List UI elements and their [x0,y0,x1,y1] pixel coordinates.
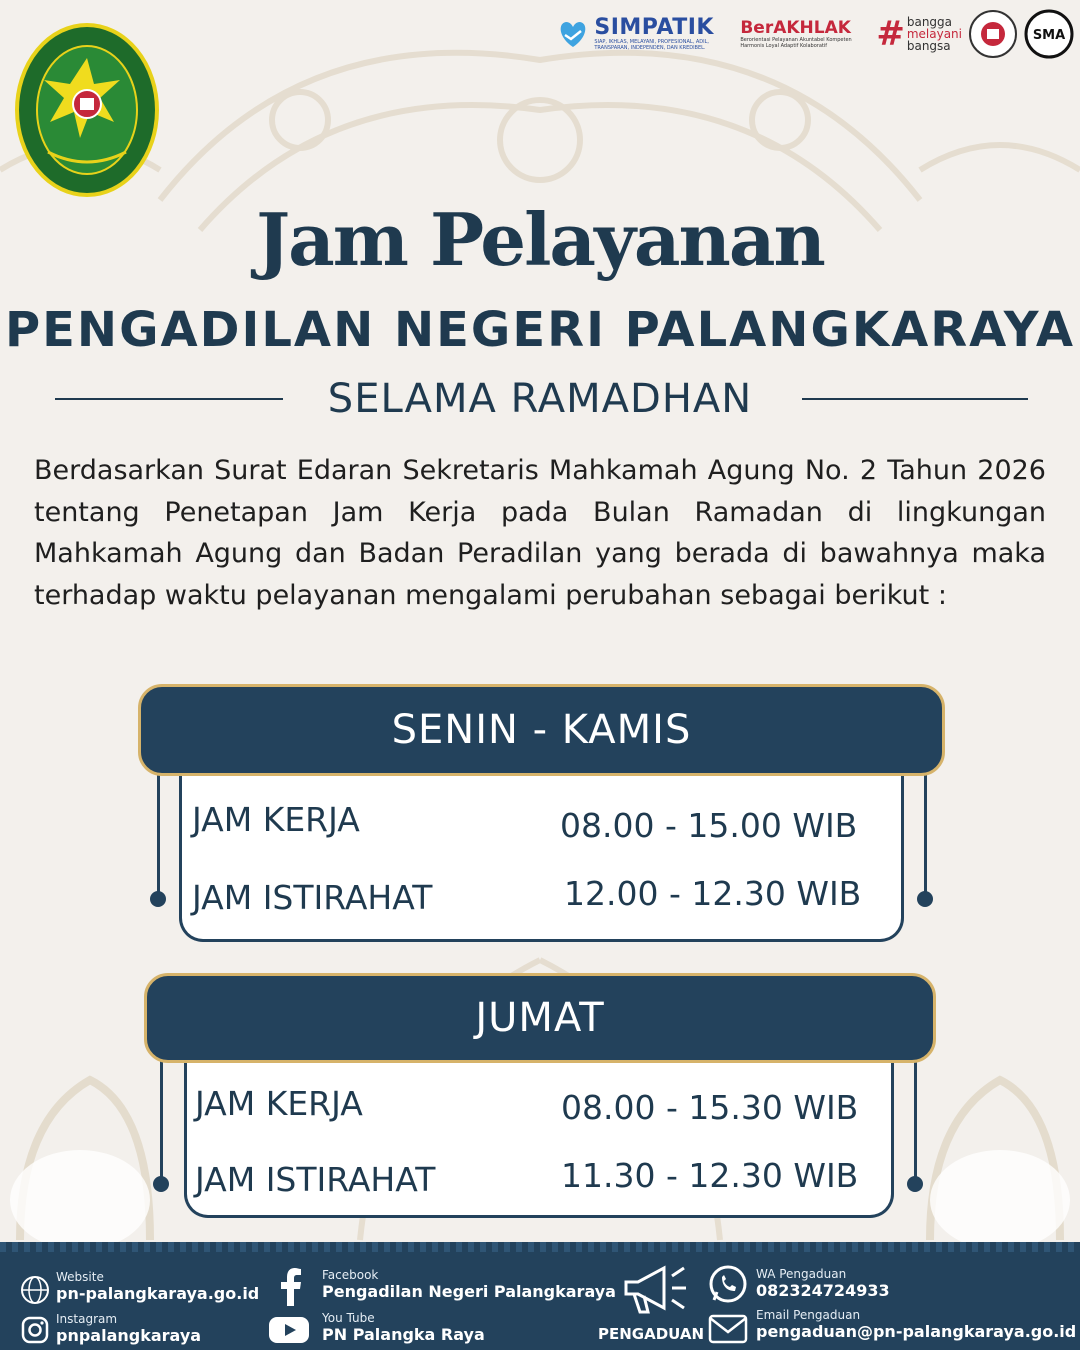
wa-number[interactable]: 082324724933 [756,1281,890,1300]
email-label: Email Pengaduan [756,1308,861,1322]
simpatik-title: SIMPATIK [594,15,714,40]
simpatik-badge [556,17,734,51]
header-badges [556,8,1074,60]
row-value: 08.00 - 15.30 WIB [561,1088,859,1127]
rail-dot-right-1 [917,891,933,907]
footer-email[interactable] [756,1308,1076,1341]
simpatik-tagline: SIAP, IKHLAS, MELAYANI, PROFESIONAL, ADIL, TRANSPARAN, INDEPENDEN, DAN KREDIBEL. [594,39,709,51]
row-value: 12.00 - 12.30 WIB [564,874,862,913]
bangga-line2: melayani [906,27,962,41]
court-emblem-logo [14,22,160,198]
youtube-icon [268,1316,310,1344]
rail-left-1 [157,775,160,893]
svg-text:SMA: SMA [1032,28,1066,43]
youtube-channel[interactable]: PN Palangka Raya [322,1325,485,1344]
rail-right-1 [924,775,927,893]
wa-label: WA Pengaduan [756,1267,847,1281]
youtube-label: You Tube [322,1311,375,1325]
footer-youtube[interactable] [322,1311,485,1344]
bangga-hash: # [876,14,905,54]
footer-website[interactable] [56,1270,259,1303]
megaphone-icon [620,1262,690,1318]
period-subtitle: SELAMA RAMADHAN [327,376,753,422]
bangga-melayani-badge [876,16,962,52]
smap-seal-icon [1024,9,1074,59]
bangga-line3: bangsa [906,39,951,53]
day-header-mon-thu: SENIN - KAMIS [138,684,945,776]
berakhlak-tagline: Berorientasi Pelayanan Akuntabel Kompeten Harmonis Loyal Adaptif Kolaboratif [740,36,852,49]
row-label: JAM ISTIRAHAT [195,1160,436,1199]
pengaduan-label: PENGADUAN [598,1325,705,1343]
rail-left-2 [160,1060,163,1178]
footer-instagram[interactable] [56,1312,201,1345]
globe-icon [20,1275,50,1305]
footer-stripe [0,1242,1080,1252]
schedule-box-mon-thu [179,772,904,942]
facebook-page[interactable]: Pengadilan Negeri Palangkaraya [322,1282,616,1301]
mail-icon [708,1314,748,1344]
heart-hand-icon [556,17,590,51]
whatsapp-icon [708,1264,748,1304]
berakhlak-badge [740,17,870,49]
rail-dot-left-2 [153,1176,169,1192]
instagram-label: Instagram [56,1312,118,1326]
website-label: Website [56,1270,104,1284]
row-label: JAM KERJA [195,1084,363,1123]
berakhlak-title: BerAKHLAK [740,17,851,38]
rail-right-2 [914,1060,917,1178]
footer-wa[interactable] [756,1267,890,1300]
rail-dot-right-2 [907,1176,923,1192]
row-label: JAM KERJA [192,800,360,839]
bangga-line1: bangga [906,15,953,29]
footer-facebook[interactable] [322,1268,616,1301]
row-value: 08.00 - 15.00 WIB [560,806,858,845]
row-value: 11.30 - 12.30 WIB [561,1156,859,1195]
intro-paragraph: Berdasarkan Surat Edaran Sekretaris Mahkamah Agung No. 2 Tahun 2026 tentang Penetapan Jam Kerja pada Bulan Ramadan di lingkungan Mahkamah Agung dan Badan Peradilan yang berada di bawahnya maka terhadap waktu pelayanan mengalami perubahan sebagai berikut : [34,455,1046,611]
facebook-label: Facebook [322,1268,379,1282]
page-title: Jam Pelayanan [256,197,824,282]
court-name: PENGADILAN NEGERI PALANGKARAYA [4,302,1076,358]
instagram-handle[interactable]: pnpalangkaraya [56,1326,202,1345]
day-header-friday: JUMAT [144,973,936,1063]
schedule-box-friday [184,1058,894,1218]
website-link[interactable]: pn-palangkaraya.go.id [56,1284,260,1303]
certification-seal-icon [968,9,1018,59]
email-address[interactable]: pengaduan@pn-palangkaraya.go.id [756,1322,1077,1341]
row-label: JAM ISTIRAHAT [192,878,433,917]
instagram-icon [20,1315,50,1345]
rail-dot-left-1 [150,891,166,907]
facebook-icon [280,1268,302,1306]
